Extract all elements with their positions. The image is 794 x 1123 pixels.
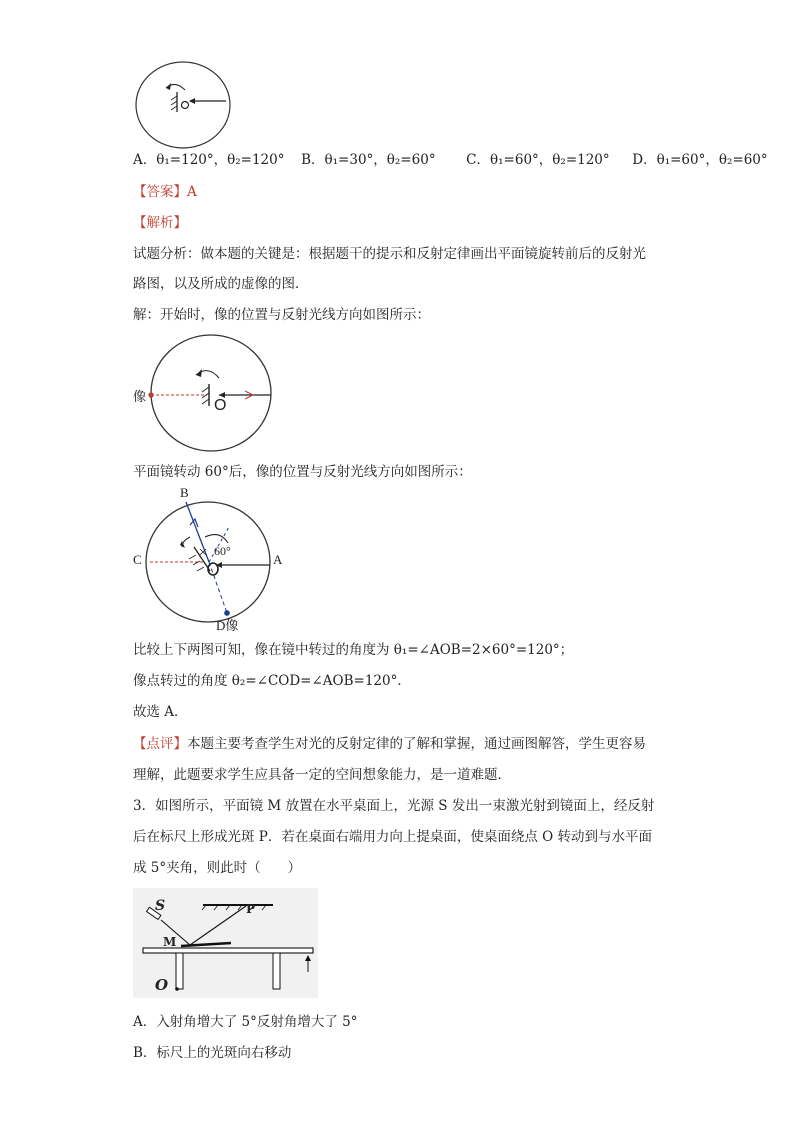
- q3-line-3: 成 5°夹角，则此时（ ）: [133, 860, 302, 876]
- analysis-line-1: 试题分析：做本题的关键是：根据题干的提示和反射定律画出平面镜旋转前后的反射光: [133, 246, 646, 262]
- figure-rotated-mirror: [130, 485, 290, 633]
- comment-line-2: 理解，此题要求学生应具备一定的空间想象能力，是一道难题．: [133, 767, 511, 783]
- answer-tag: 【答案】: [133, 184, 187, 200]
- compare-line-2: 像点转过的角度 θ₂=∠COD=∠AOB=120°．: [133, 673, 411, 689]
- q2-option-b: B．θ₁=30°，θ₂=60°: [301, 152, 436, 168]
- image-point: [148, 392, 153, 397]
- fig1-image-label: 像: [133, 390, 147, 405]
- fig2-label-a: A: [273, 552, 283, 567]
- fig3-label-m: M: [163, 935, 177, 949]
- q2-option-a: A．θ₁=120°，θ₂=120°: [133, 152, 285, 168]
- figure-initial-image-position: [133, 332, 278, 454]
- analysis-line-3: 解：开始时，像的位置与反射光线方向如图所示：: [133, 307, 430, 323]
- q2-option-c: C．θ₁=60°，θ₂=120°: [466, 152, 610, 168]
- fig2-label-b: B: [180, 485, 189, 500]
- initial-reflection-diagram: [133, 332, 278, 454]
- q2-option-d: D．θ₁=60°，θ₂=60°: [632, 152, 768, 168]
- fig3-label-o: O: [155, 976, 169, 994]
- figure-table-mirror: [133, 888, 318, 998]
- fig2-label-c: C: [133, 552, 142, 567]
- after-rotate-text: 平面镜转动 60°后，像的位置与反射光线方向如图所示：: [133, 464, 472, 480]
- q3-line-1: 3．如图所示，平面镜 M 放置在水平桌面上，光源 S 发出一束激光射到镜面上，经反射: [133, 798, 655, 814]
- rotated-reflection-diagram: [130, 485, 290, 633]
- small-circle-diagram: [133, 60, 233, 150]
- comment-tag: 【点评】: [133, 736, 187, 752]
- choose-line: 故选 A．: [133, 704, 188, 720]
- fig2-label-d: D像: [216, 618, 239, 633]
- q3-option-b: B．标尺上的光斑向右移动: [133, 1045, 292, 1061]
- compare-line-1: 比较上下两图可知，像在镜中转过的角度为 θ₁=∠AOB=2×60°=120°；: [133, 642, 574, 658]
- fig3-label-p: P: [246, 902, 256, 916]
- fig1-o-label: O: [214, 397, 227, 414]
- answer-value: A: [187, 184, 197, 200]
- q3-line-2: 后在标尺上形成光斑 P．若在桌面右端用力向上提桌面，使桌面绕点 O 转动到与水平面: [133, 829, 653, 845]
- q2-options-row: [133, 151, 768, 169]
- comment-text-1: 本题主要考查学生对光的反射定律的了解和掌握，通过画图解答，学生更容易: [187, 736, 646, 752]
- comment-line-1: [133, 735, 646, 753]
- q3-option-a: A．入射角增大了 5°反射角增大了 5°: [133, 1014, 358, 1030]
- figure-mirror-initial-small: [133, 60, 233, 150]
- analysis-tag: 【解析】: [133, 215, 187, 231]
- answer-line: [133, 183, 197, 201]
- analysis-line-2: 路图，以及所成的虚像的图．: [133, 276, 309, 292]
- fig2-angle: 60°: [214, 544, 231, 558]
- fig3-label-s: S: [155, 898, 166, 914]
